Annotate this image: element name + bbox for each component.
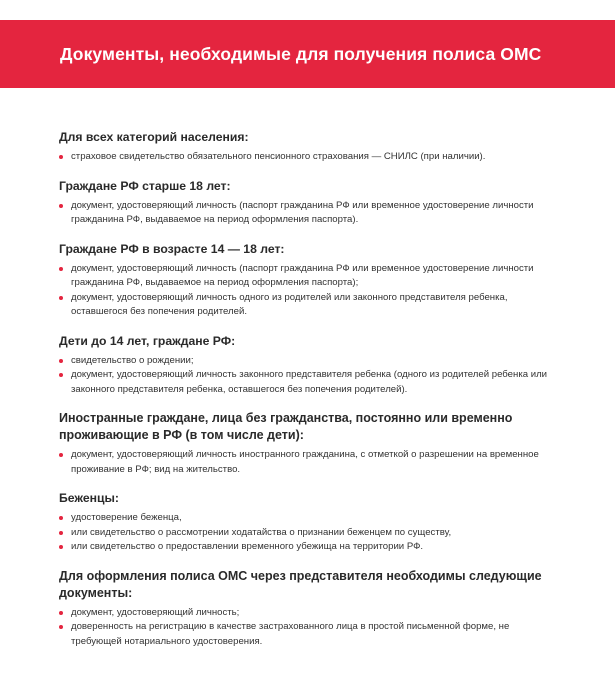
section-heading: Дети до 14 лет, граждане РФ:	[59, 333, 236, 348]
item-list	[59, 606, 559, 650]
list-item-text: свидетельство о рождении;	[71, 354, 194, 366]
list-item	[59, 526, 559, 541]
list-item-text: документ, удостоверяющий личность иностранного гражданина, с отметкой о разрешении на временное проживание в РФ; вид на жительство.	[71, 449, 539, 475]
item-list	[59, 262, 559, 320]
bullet-icon	[59, 531, 63, 535]
list-item-text: документ, удостоверяющий личность (паспорт гражданина РФ или временное удостоверение личности гражданина РФ, выдаваемое на период оформления паспорта).	[71, 199, 534, 225]
header-banner	[0, 20, 615, 88]
list-item-text: документ, удостоверяющий личность (паспорт гражданина РФ или временное удостоверение личности гражданина РФ, выдаваемое на период оформления паспорта);	[71, 262, 534, 288]
bullet-icon	[59, 373, 63, 377]
item-list	[59, 199, 559, 228]
bullet-icon	[59, 359, 63, 363]
section-heading: Беженцы:	[59, 491, 119, 505]
bullet-icon	[59, 296, 63, 300]
list-item-text: или свидетельство о предоставлении временного убежища на территории РФ.	[71, 541, 424, 552]
section-representative	[59, 568, 559, 650]
list-item	[59, 291, 559, 320]
list-item-text: страховое свидетельство обязательного пенсионного страхования — СНИЛС (при наличии).	[71, 151, 486, 162]
list-item-text: или свидетельство о рассмотрении ходатайства о признании беженцем по существу,	[71, 526, 452, 538]
list-item	[59, 354, 559, 369]
list-item	[59, 368, 559, 397]
list-item	[59, 150, 559, 165]
document-content	[59, 129, 559, 662]
list-item-text: документ, удостоверяющий личность законного представителя ребенка (одного из родителей ребенка или законного представителя ребенка, оставшегося без попечения родителей).	[71, 369, 548, 395]
bullet-icon	[59, 204, 63, 208]
section-citizens-over-18	[59, 178, 559, 228]
list-item	[59, 262, 559, 291]
bullet-icon	[59, 545, 63, 549]
item-list	[59, 150, 559, 165]
bullet-icon	[59, 155, 63, 159]
section-heading: Граждане РФ в возрасте 14 — 18 лет:	[59, 241, 285, 256]
item-list	[59, 511, 559, 555]
list-item	[59, 448, 559, 477]
bullet-icon	[59, 453, 63, 457]
section-heading: Граждане РФ старше 18 лет:	[59, 178, 231, 193]
section-children-under-14	[59, 333, 559, 398]
section-refugees	[59, 490, 559, 555]
page-title: Документы, необходимые для получения полиса ОМС	[60, 43, 542, 64]
list-item-text: документ, удостоверяющий личность одного из родителей или законного представителя ребенка, оставшегося без попечения родителей.	[71, 291, 508, 317]
bullet-icon	[59, 516, 63, 520]
section-citizens-14-18	[59, 241, 559, 320]
section-heading: Для всех категорий населения:	[59, 130, 249, 144]
list-item-text: документ, удостоверяющий личность;	[71, 606, 240, 618]
bullet-icon	[59, 611, 63, 615]
section-all-categories	[59, 129, 559, 165]
section-foreign-citizens	[59, 410, 559, 477]
list-item	[59, 606, 559, 621]
list-item-text: доверенность на регистрацию в качестве застрахованного лица в простой письменной форме, не требующей нотариального удостоверения.	[71, 621, 510, 647]
list-item	[59, 511, 559, 526]
list-item-text: удостоверение беженца,	[71, 512, 182, 523]
list-item	[59, 199, 559, 228]
item-list	[59, 448, 559, 477]
item-list	[59, 354, 559, 398]
section-heading: Иностранные граждане, лица без гражданства, постоянно или временно проживающие в РФ (в том числе дети):	[59, 411, 513, 442]
list-item	[59, 540, 559, 555]
section-heading: Для оформления полиса ОМС через представителя необходимы следующие документы:	[59, 568, 542, 600]
bullet-icon	[59, 267, 63, 271]
list-item	[59, 620, 559, 649]
bullet-icon	[59, 625, 63, 629]
